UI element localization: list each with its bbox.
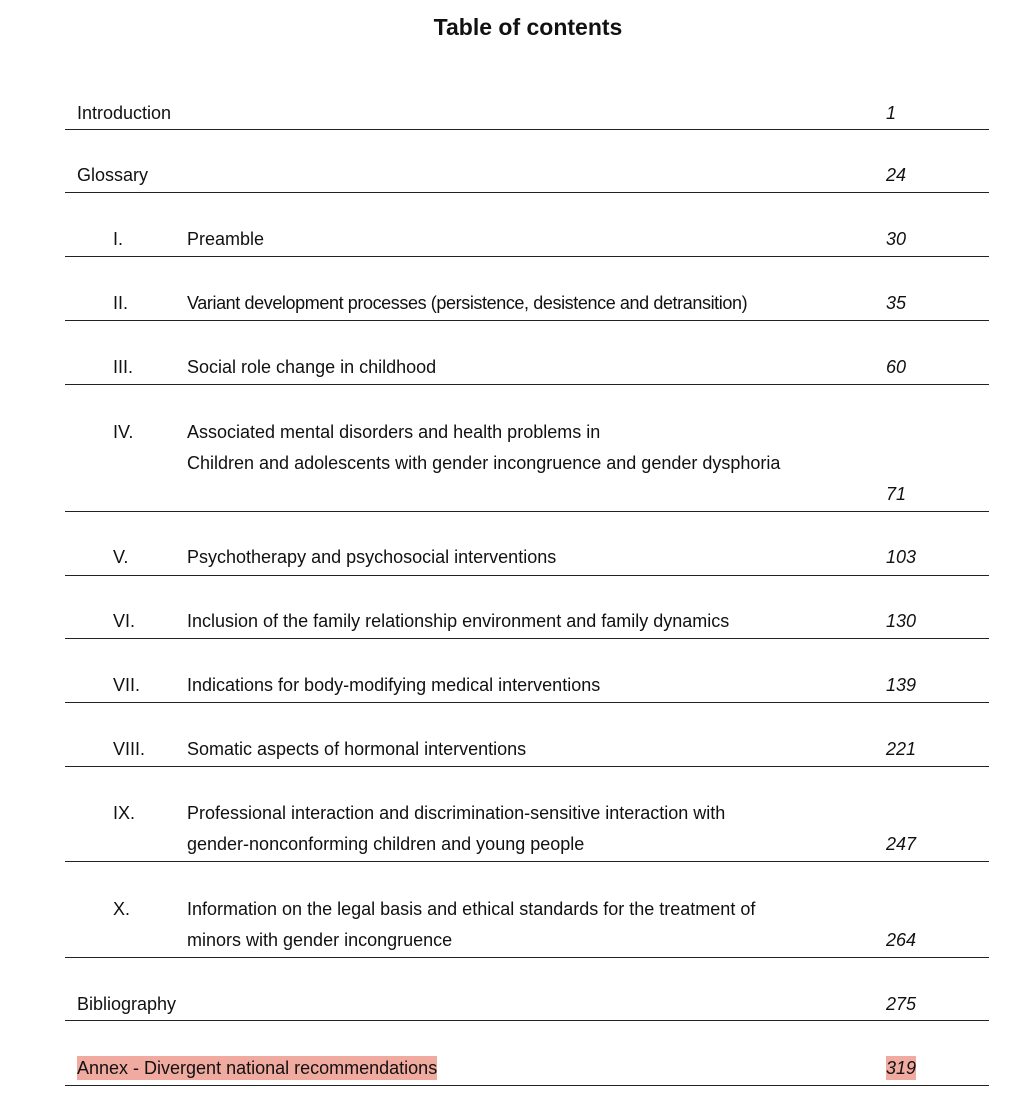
toc-entry-label-line-2: minors with gender incongruence [187,930,453,950]
toc-entry-label: Introduction [77,103,172,123]
toc-entry-numeral: VIII. [113,739,146,759]
toc-entry-numeral: I. [113,229,124,249]
toc-entry-label: Bibliography [77,994,177,1014]
toc-entry-glossary[interactable] [65,159,989,193]
toc-entry-chapter-1[interactable] [65,222,989,257]
toc-entry-page: 130 [886,611,917,631]
toc-entry-page: 103 [886,547,917,567]
toc-entry-chapter-3[interactable] [65,350,989,385]
toc-entry-chapter-10[interactable] [65,891,989,958]
toc-entry-numeral: VI. [113,611,136,631]
toc-entry-page: 221 [886,739,917,759]
toc-entry-chapter-8[interactable] [65,732,989,767]
toc-entry-label: Inclusion of the family relationship environment and family dynamics [187,611,730,631]
toc-entry-numeral: IV. [113,422,134,442]
toc-entry-introduction[interactable] [65,96,989,130]
toc-entry-numeral: X. [113,899,131,919]
toc-entry-chapter-6[interactable] [65,605,989,639]
toc-entry-page: 139 [886,675,917,695]
toc-entry-chapter-9[interactable] [65,796,989,862]
toc-entry-numeral: III. [113,357,134,377]
toc-entry-label-line-2: gender-nonconforming children and young people [187,834,585,854]
toc-entry-bibliography[interactable] [65,987,989,1021]
toc-entry-chapter-4[interactable] [65,414,989,512]
toc-entry-page: 35 [886,293,907,313]
toc-entry-label: Social role change in childhood [187,357,437,377]
toc-entry-numeral: IX. [113,803,136,823]
toc-entry-label-line-2: Children and adolescents with gender incongruence and gender dysphoria [187,453,781,473]
toc-entry-page: 275 [886,994,917,1014]
toc-entry-page: 24 [886,165,907,185]
toc-entry-label-line-1: Associated mental disorders and health problems in [187,422,601,442]
toc-entry-label: Psychotherapy and psychosocial interventions [187,547,557,567]
toc-entry-label: Variant development processes (persistence, desistence and detransition) [187,293,748,313]
toc-entry-numeral: II. [113,293,129,313]
toc-entry-page: 71 [886,484,907,504]
toc-entry-label: Indications for body-modifying medical interventions [187,675,601,695]
toc-entry-page: 30 [886,229,907,249]
toc-entry-label: Glossary [77,165,149,185]
toc-entry-page-highlighted: 319 [886,1058,917,1078]
toc-entry-page: 1 [886,103,897,123]
toc-entry-page: 60 [886,357,907,377]
page-title: Table of contents [433,14,623,40]
toc-entry-label-highlighted: Annex - Divergent national recommendations [77,1058,438,1078]
toc-entry-page: 247 [886,834,917,854]
toc-entry-chapter-7[interactable] [65,668,989,703]
toc-entry-label-line-1: Information on the legal basis and ethical standards for the treatment of [187,899,756,919]
toc-entry-label: Somatic aspects of hormonal interventions [187,739,527,759]
toc-entry-chapter-2[interactable] [65,286,989,321]
toc-entry-chapter-5[interactable] [65,541,989,576]
toc-entry-page: 264 [886,930,917,950]
toc-entry-numeral: V. [113,547,129,567]
toc-entry-numeral: VII. [113,675,141,695]
toc-entry-label-line-1: Professional interaction and discrimination-sensitive interaction with [187,803,726,823]
toc-entry-annex[interactable] [65,1050,989,1086]
toc-entry-label: Preamble [187,229,265,249]
